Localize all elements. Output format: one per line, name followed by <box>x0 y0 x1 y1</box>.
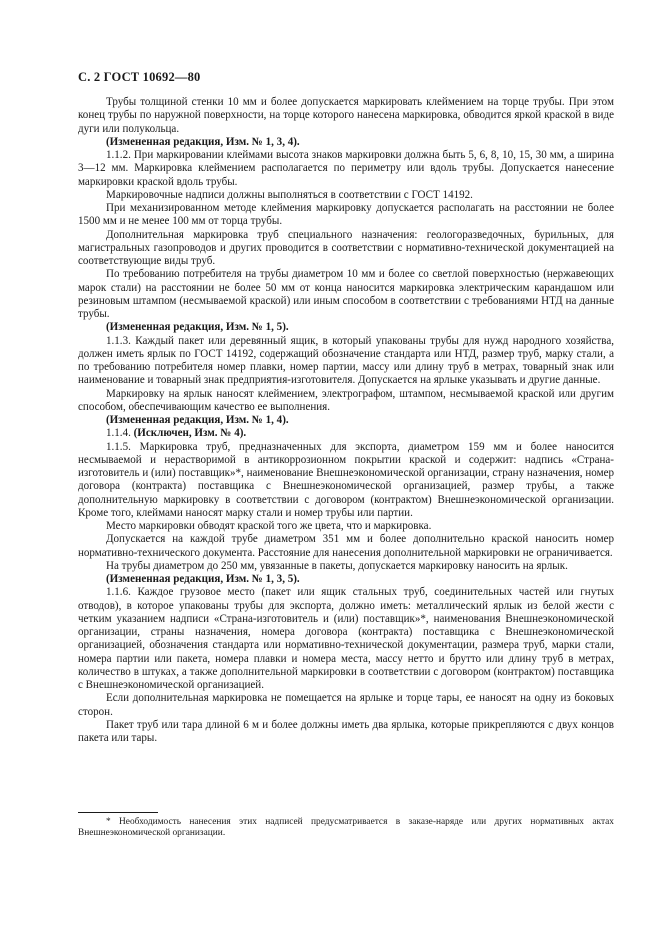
paragraph: По требованию потребителя на трубы диаметром 10 мм и более со светлой поверхностью (нержавеющих марок стали) на расстоянии не более 50 мм от конца наносится маркировка электрическим карандашом или резиновым штампом (несмываемой краской) или иным способом в соответствии с требованиями НТД на данные трубы. <box>78 268 614 320</box>
paragraph: На трубы диаметром до 250 мм, увязанные в пакеты, допускается маркировку наносить на ярлык. <box>106 559 568 572</box>
paragraph-1-1-5: 1.1.5. Маркировка труб, предназначенных для экспорта, диаметром 159 мм и более наносится несмываемой и нерастворимой в антикоррозионном покрытии краской и содержит: надпись «Страна-изготовитель и (или) поставщик»*, наименование Внешнеэкономической организации, страну назначения, номер договора (контракта) поставщика с Внешнеэкономической организацией, размер трубы, а также дополнительную маркировку в соответствии с договором (контрактом) Внешнеэкономической организации. Кроме того, клеймами наносят марку стали и номер трубы или партии. <box>78 440 614 519</box>
paragraph: При механизированном методе клеймения маркировку допускается располагать на расстоянии не более 1500 мм и не менее 100 мм от торца трубы. <box>78 202 614 228</box>
page-header: С. 2 ГОСТ 10692—80 <box>78 70 201 84</box>
footnote <box>78 817 614 840</box>
paragraph: Допускается на каждой трубе диаметром 351 мм и более дополнительно краской наносить номер нормативно-технического документа. Расстояние для нанесения дополнительной маркировки не ограничивается. <box>78 533 614 559</box>
footnote-text: * Необходимость нанесения этих надписей предусматривается в заказе-наряде или других нормативных актах Внешнеэкономической организации. <box>78 817 614 839</box>
paragraph: Маркировку на ярлык наносят клеймением, электрографом, штампом, несмываемой краской или другим способом, обеспечивающим качество ее выполнения. <box>78 387 614 413</box>
paragraph: Трубы толщиной стенки 10 мм и более допускается маркировать клеймением на торце трубы. При этом конец трубы по наружной поверхности, на торце которого нанесена маркировка, обводится яркой краской в виде дуги или полукольца. <box>78 96 614 135</box>
amendment-note: (Измененная редакция, Изм. № 1, 4). <box>106 414 289 426</box>
amendment-note: (Измененная редакция, Изм. № 1, 3, 5). <box>106 573 300 585</box>
paragraph: Маркировочные надписи должны выполняться в соответствии с ГОСТ 14192. <box>106 188 473 201</box>
document-body <box>78 96 614 745</box>
amendment-note: (Измененная редакция, Изм. № 1, 5). <box>106 321 289 334</box>
item-number: 1.1.4. <box>106 427 134 440</box>
paragraph-1-1-4 <box>78 427 614 440</box>
paragraph: Пакет труб или тара длиной 6 м и более должны иметь два ярлыка, которые прикрепляются с двух концов пакета или тары. <box>78 718 614 744</box>
amendment-note: (Измененная редакция, Изм. № 1, 3, 4). <box>106 135 300 148</box>
paragraph-1-1-3: 1.1.3. Каждый пакет или деревянный ящик, в который упакованы трубы для нужд народного хозяйства, должен иметь ярлык по ГОСТ 14192, содержащий обозначение стандарта или НТД, размер труб, марку стали, а по требованию потребителя номер плавки, номер партии, массу или длину труб в метрах, товарный знак или наименование и товарный знак предприятия-изготовителя. Допускается на ярлыке указывать и другие данные. <box>78 334 614 387</box>
paragraph-1-1-6: 1.1.6. Каждое грузовое место (пакет или ящик стальных труб, соединительных частей или гнутых отводов), в которое упакованы трубы для экспорта, должно иметь: металлический ярлык из белой жести с четким указанием надписи «Страна-изготовитель и (или) поставщик»*, наименования Внешнеэкономической организации, страны назначения, номера договора (контракта) поставщика с Внешнеэкономической организацией, обозначения стандарта или нормативно-технической документации, размера труб, марки стали, номера партии или пакета, номера плавки и номера места, массу нетто и брутто или длину труб в метрах, количество в штуках, а также дополнительной маркировки в соответствии с договором (контрактом) поставщика с Внешнеэкономической организацией. <box>78 586 614 691</box>
paragraph: Дополнительная маркировка труб специального назначения: геологоразведочных, бурильных, для магистральных газопроводов и других проводится в соответствии с нормативно-технической документацией на соответствующие виды труб. <box>78 228 614 267</box>
footnote-divider <box>78 812 158 813</box>
paragraph-1-1-2: 1.1.2. При маркировании клеймами высота знаков маркировки должна быть 5, 6, 8, 10, 15, 30 мм, а ширина 3—12 мм. Маркировка клеймением располагается по периметру или вдоль трубы. Допускается нанесение маркировки краской вдоль трубы. <box>78 149 614 188</box>
paragraph: Место маркировки обводят краской того же цвета, что и маркировка. <box>106 520 432 532</box>
excluded-note: (Исключен, Изм. № 4). <box>133 427 247 440</box>
paragraph: Если дополнительная маркировка не помещается на ярлыке и торце тары, ее наносят на одну из боковых сторон. <box>78 692 614 718</box>
